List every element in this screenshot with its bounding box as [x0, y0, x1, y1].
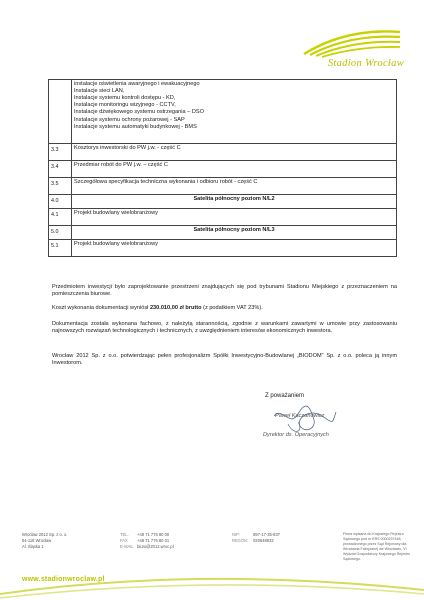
postal-code: 54-118 Wrocław: [22, 538, 52, 543]
website-link[interactable]: www.stadionwroclaw.pl: [22, 576, 105, 583]
table-row: [49, 226, 397, 240]
regon-label: REGON:: [232, 538, 249, 543]
footer-address: [22, 532, 67, 550]
works-table: [48, 79, 397, 257]
list-item: Instalacje systemu automatyki budynkowej - BMS: [74, 123, 197, 130]
list-item: Instalacje sieci LAN,: [74, 87, 125, 94]
footer-contact: [120, 532, 174, 550]
row-description: Projekt budowlany wielobranżowy: [72, 209, 397, 226]
quality-paragraph: Dokumentacja została wykonana fachowo, z należytą starannością, zgodnie z warunkami zawartymi w umowie przy zastosowaniu najnowszych rozwiązań technologicznych i technicznych, z uwzględnieniem interesów ekonomicznych inwestora.: [52, 321, 397, 335]
nip-number: 897-17-35-837: [253, 532, 280, 537]
fax-label: FAX: [120, 538, 128, 543]
row-number: 3.5: [49, 178, 72, 195]
phone-number: +48 71 776 80 00: [137, 532, 170, 537]
row-number: 4.0: [49, 195, 72, 209]
recommendation-paragraph: Wrocław 2012 Sp. z o.o. potwierdzając pełen profesjonalizm Spółki Inwestycyjno-Budowlanej „BIODOM” Sp. z o.o. poleca ją innym Inwestorom.: [52, 353, 397, 367]
row-number: 5.1: [49, 240, 72, 257]
row-number: 3.3: [49, 144, 72, 161]
email-address: biuro@2012.wroc.pl: [137, 544, 174, 549]
tel-label: TEL.: [120, 532, 129, 537]
table-row: [49, 195, 397, 209]
email-label: E-MAIL: [120, 544, 134, 549]
company-name: Wrocław 2012 Sp. z o. o.: [22, 532, 68, 537]
section-heading: Satelita północny poziom N/L3: [72, 226, 397, 240]
street: Al. Śląska 1: [22, 544, 44, 549]
list-item: Instalacje dźwiękowego systemu ostrzegania – DSO: [74, 109, 204, 116]
row-description: Kosztorys inwestorski do PW j.w. - część C: [72, 144, 397, 161]
signatory-title: Dyrektor ds. Operacyjnych: [263, 432, 329, 438]
regon-number: 020648932: [253, 538, 274, 543]
list-item: Instalacje systemu ochrony pożarowej - SAP: [74, 116, 185, 123]
stadion-wroclaw-logo: [296, 24, 406, 74]
installations-list: [72, 80, 397, 144]
table-row: [49, 161, 397, 178]
cost-prefix: Koszt wykonania dokumentacji wyniósł: [52, 305, 150, 311]
list-item: Instalacje systemu kontroli dostępu - KD,: [74, 94, 176, 101]
investment-subject-paragraph: Przedmiotem inwestycji było zaprojektowanie przestrzeni znajdujących się pod trybunami Stadionu Miejskiego z przeznaczeniem na pomieszczenia biurowe.: [52, 284, 397, 298]
cost-suffix: (z podatkiem VAT 23%).: [201, 305, 263, 311]
closing-greeting: Z poważaniem: [265, 393, 305, 399]
section-heading: Satelita północny poziom N/L2: [72, 195, 397, 209]
legal-notice: Firma wpisana do Krajowego Rejestru Sądowego pod nr KRS 0000297448, prowadzonego przez Sąd Rejonowy dla Wrocławia Fabrycznej we Wrocławiu, VI Wydział Gospodarczy Krajowego Rejestru Sądowego.: [343, 532, 411, 561]
row-number: 3.4: [49, 161, 72, 178]
row-description: Projekt budowlany wielobranżowy: [72, 240, 397, 257]
table-row: [49, 178, 397, 195]
fax-number: +48 71 776 80 01: [137, 538, 170, 543]
list-item: Instalacje monitoringu wizyjnego - CCTV,: [74, 102, 176, 109]
footer-registry: [232, 532, 280, 544]
table-row: [49, 144, 397, 161]
signatory-name: Paweł Kaczanowicz: [275, 413, 325, 419]
list-item: instalacje oświetlenia awaryjnego i ewakuacyjnego: [74, 80, 200, 87]
table-row: [49, 209, 397, 226]
row-number: 4.1: [49, 209, 72, 226]
table-row: [49, 240, 397, 257]
cost-amount: 230.010,00 zł brutto: [149, 305, 202, 311]
logo-text: Stadion Wrocław: [327, 58, 404, 69]
nip-label: NIP:: [232, 532, 240, 537]
row-number: [49, 80, 72, 144]
row-number: 5.0: [49, 226, 72, 240]
row-description: Przedmiar robót do PW j.w. – część C: [72, 161, 397, 178]
cost-paragraph: [52, 305, 397, 312]
row-description: Szczegółowa specyfikacja techniczna wykonania i odbioru robót - część C: [72, 178, 397, 195]
table-row: [49, 80, 397, 144]
